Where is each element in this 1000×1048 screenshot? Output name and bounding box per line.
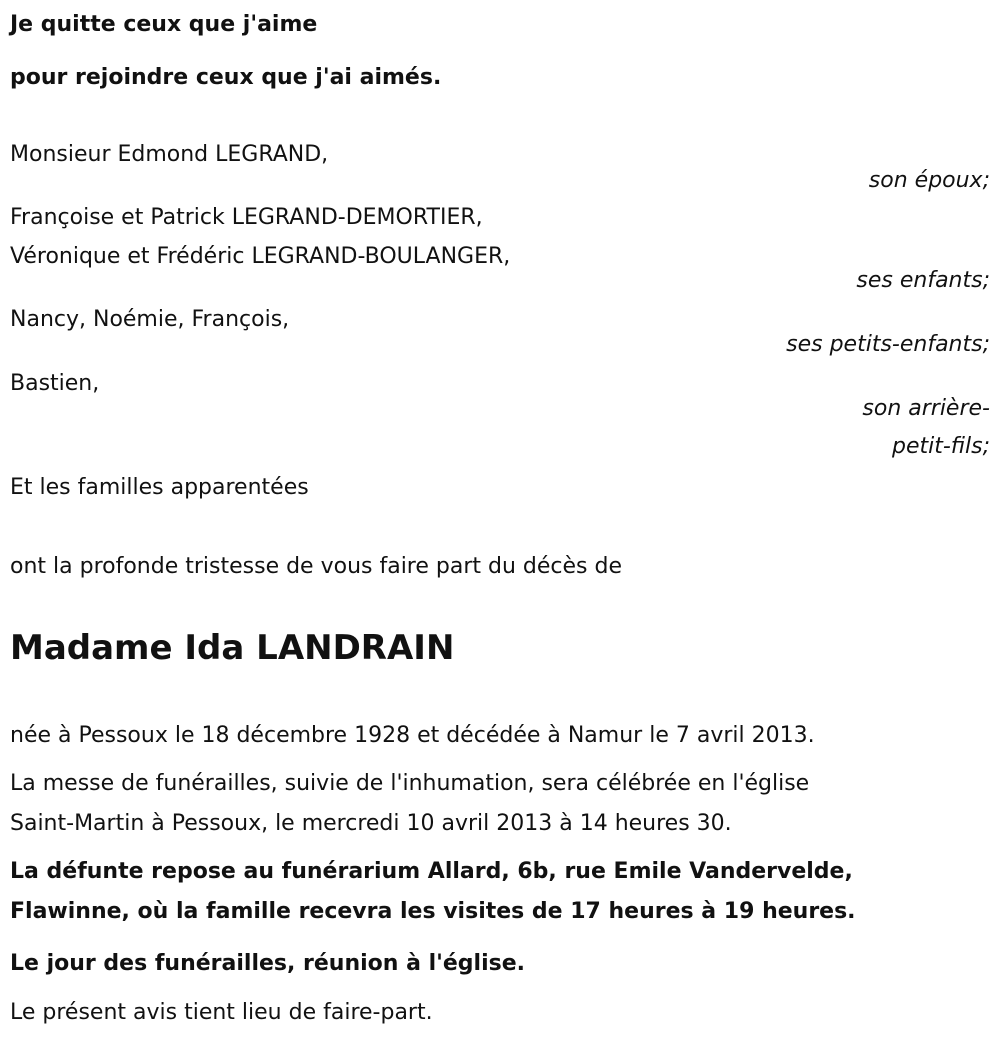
funeral-line-2: Saint-Martin à Pessoux, le mercredi 10 avril 2013 à 14 heures 30.: [10, 811, 732, 836]
repose-line-2: Flawinne, où la famille recevra les visites de 17 heures à 19 heures.: [10, 899, 856, 924]
birth-death: née à Pessoux le 18 décembre 1928 et décédée à Namur le 7 avril 2013.: [10, 723, 815, 748]
notice: Le présent avis tient lieu de faire-part.: [10, 1000, 433, 1025]
family-name: Nancy, Noémie, François,: [10, 307, 290, 332]
related-families: Et les familles apparentées: [10, 475, 309, 500]
family-relation: petit-fils;: [891, 434, 990, 459]
epigraph-line-1: Je quitte ceux que j'aime: [10, 12, 318, 37]
family-relation: ses petits-enfants;: [786, 332, 990, 357]
epigraph-line-2: pour rejoindre ceux que j'ai aimés.: [10, 65, 442, 90]
family-relation: son arrière-: [862, 396, 990, 421]
family-name: Françoise et Patrick LEGRAND-DEMORTIER,: [10, 205, 483, 230]
family-relation: ses enfants;: [856, 268, 990, 293]
family-name: Monsieur Edmond LEGRAND,: [10, 142, 329, 167]
deceased-name: Madame Ida LANDRAIN: [10, 628, 455, 668]
meeting: Le jour des funérailles, réunion à l'église.: [10, 951, 525, 976]
family-name: Bastien,: [10, 371, 100, 396]
repose-line-1: La défunte repose au funérarium Allard, 6b, rue Emile Vandervelde,: [10, 859, 853, 884]
announcement: ont la profonde tristesse de vous faire part du décès de: [10, 554, 622, 579]
family-name: Véronique et Frédéric LEGRAND-BOULANGER,: [10, 244, 511, 269]
funeral-line-1: La messe de funérailles, suivie de l'inhumation, sera célébrée en l'église: [10, 771, 810, 796]
family-relation: son époux;: [868, 168, 990, 193]
